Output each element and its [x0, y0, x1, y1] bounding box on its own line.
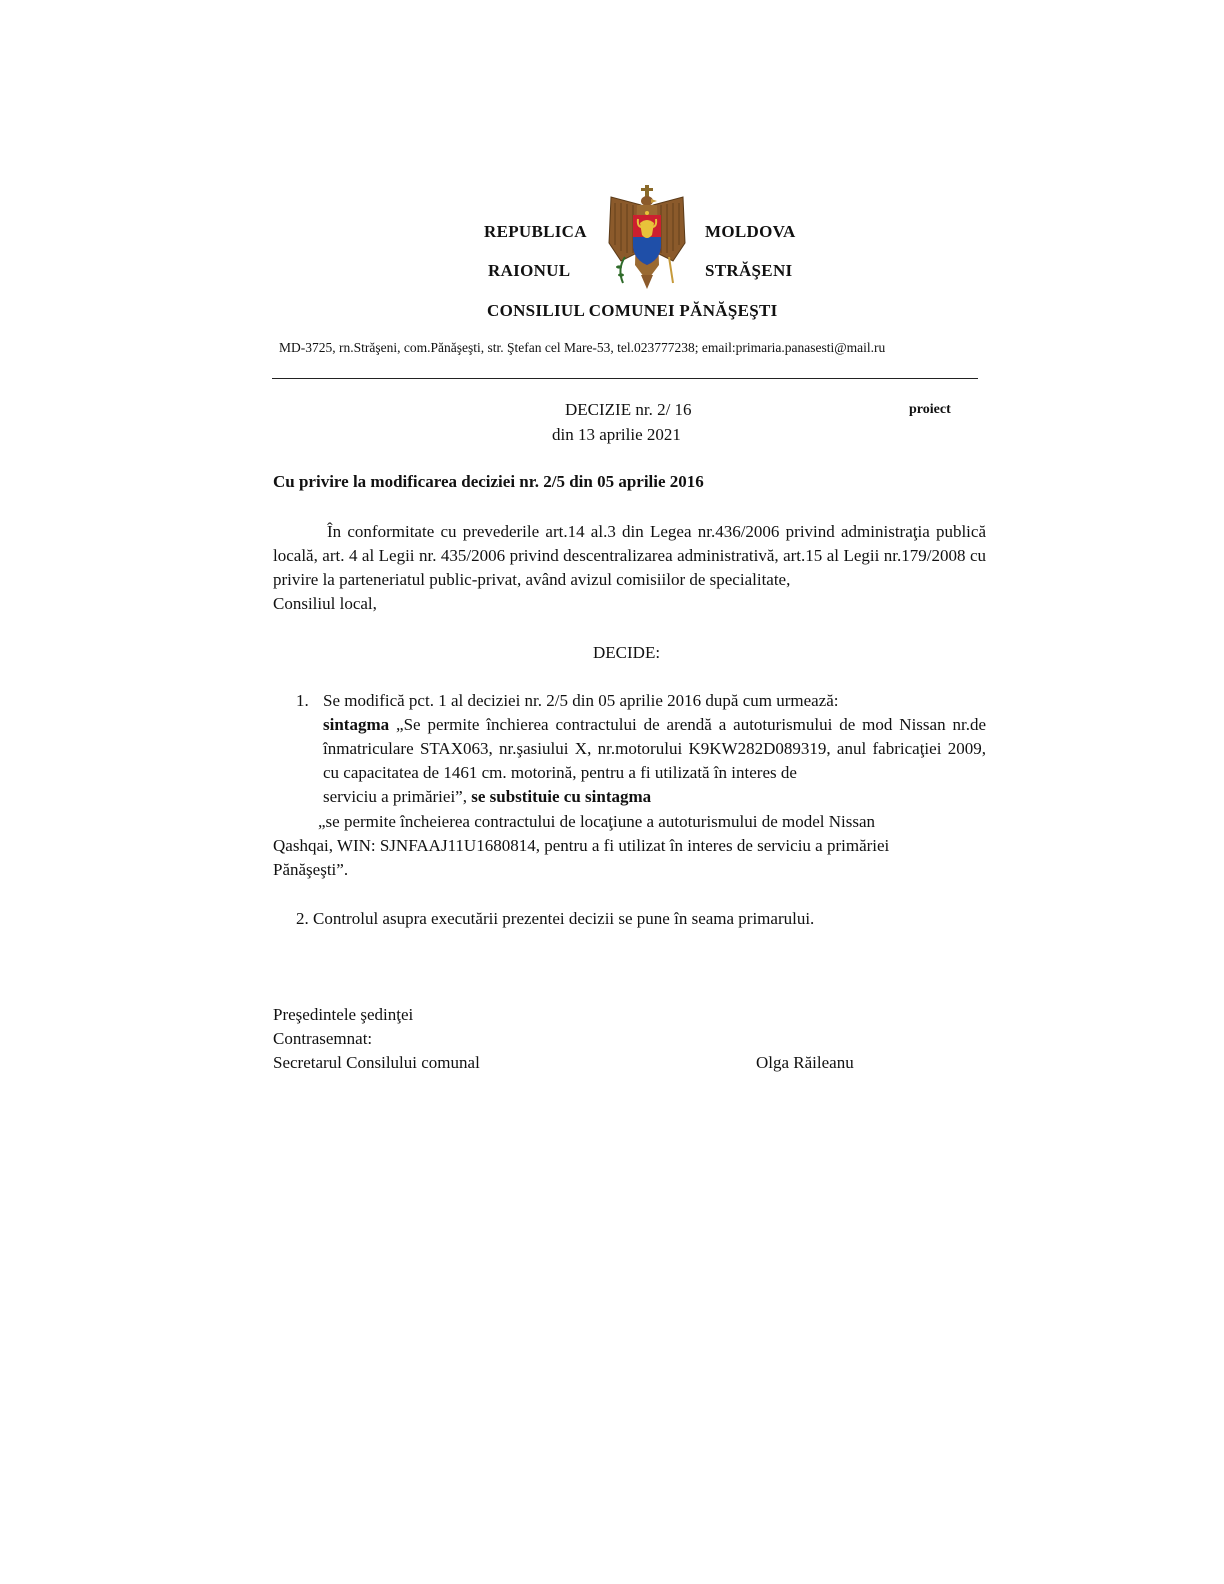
decision-number: DECIZIE nr. 2/ 16	[565, 400, 692, 419]
preamble-text: În conformitate cu prevederile art.14 al.3 din Legea nr.436/2006 privind administraţia publică locală, art. 4 al Legii nr. 435/2006 privind descentralizarea administrativă, art.15 al Legii nr.179/2008 cu privire la parteneriatul public-privat, având avizul comisiilor de specialitate,	[273, 522, 986, 589]
council-address: MD-3725, rn.Străşeni, com.Pănăşeşti, str. Ştefan cel Mare-53, tel.023777238; email:primaria.panasesti@mail.ru	[279, 340, 886, 355]
item-1-new-line-3: Pănăşeşti”.	[273, 860, 349, 879]
header-moldova: MOLDOVA	[705, 222, 796, 241]
secretary-name: Olga Răileanu	[756, 1053, 854, 1072]
moldova-coat-of-arms-icon	[607, 183, 687, 293]
item-1-intro: Se modifică pct. 1 al deciziei nr. 2/5 din 05 aprilie 2016 după cum urmează:	[323, 691, 839, 710]
decision-date: din 13 aprilie 2021	[552, 425, 681, 444]
header-divider	[272, 378, 978, 379]
item-1-old-last-line	[323, 785, 986, 809]
item-1-old-last-text: serviciu a primăriei”,	[323, 787, 472, 806]
countersigned-label: Contrasemnat:	[273, 1029, 373, 1048]
decision-subject: Cu privire la modificarea deciziei nr. 2/5 din 05 aprilie 2016	[273, 472, 704, 491]
header-raionul: RAIONUL	[488, 261, 571, 280]
draft-status-label: proiect	[909, 402, 951, 417]
item-1-number: 1.	[296, 691, 309, 710]
item-1-new-line-1: „se permite încheierea contractului de locaţiune a autoturismului de model Nissan	[318, 812, 876, 831]
item-1-old-wording	[323, 713, 986, 809]
header-straseni: STRĂŞENI	[705, 261, 793, 280]
header-republica: REPUBLICA	[484, 222, 587, 241]
item-1-new-line-2: Qashqai, WIN: SJNFAAJ11U1680814, pentru a fi utilizat în interes de serviciu a primăriei	[273, 836, 890, 855]
preamble-paragraph	[273, 520, 986, 616]
item-2-text: 2. Controlul asupra executării prezentei decizii se pune în seama primarului.	[296, 909, 815, 928]
chair-label: Preşedintele şedinţei	[273, 1005, 414, 1024]
item-1-bold-sintagma: sintagma	[323, 715, 390, 734]
decide-heading: DECIDE:	[593, 643, 661, 662]
secretary-title: Secretarul Consilului comunal	[273, 1053, 480, 1072]
council-name: CONSILIUL COMUNEI PĂNĂŞEŞTI	[487, 301, 778, 320]
item-1-bold-replace: se substituie cu sintagma	[471, 787, 652, 806]
preamble-last-line: Consiliul local,	[273, 594, 377, 613]
item-1-old-text: „Se permite închierea contractului de arendă a autoturismului de mod Nissan nr.de înmatriculare STAX063, nr.şasiului X, nr.motorului K9KW282D089319, anul fabricaţiei 2009, cu capacitatea de 1461 cm. motorină, pentru a fi utilizată în interes de	[323, 715, 986, 782]
